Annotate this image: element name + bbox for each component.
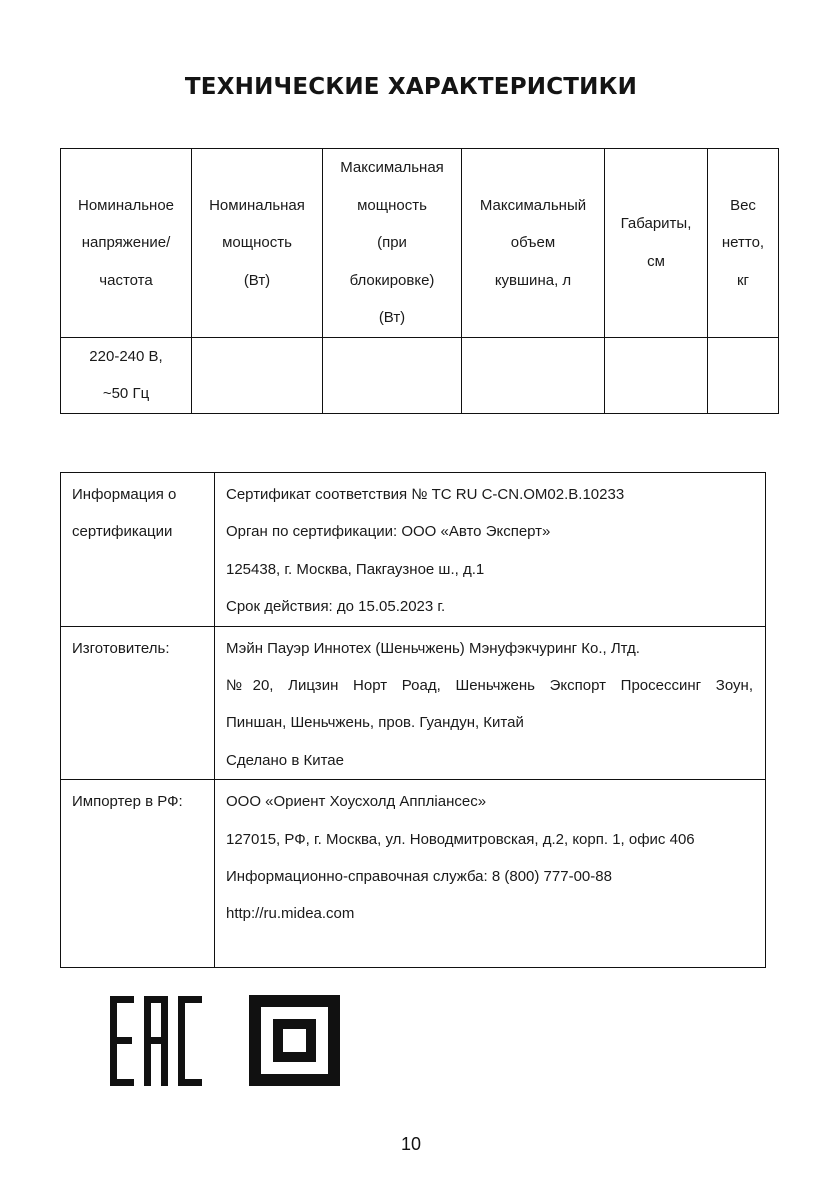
spec-header-jug-volume: Максимальный объем кувшина, л [462,149,605,338]
spec-value-power [192,337,323,413]
manufacturer-address-line1: №20, Лицзин Норт Роад, Шеньчжень Экспорт Просессинг Зоун, [226,677,753,695]
page-title: ТЕХНИЧЕСКИЕ ХАРАКТЕРИСТИКИ [184,74,638,100]
info-label-importer: Импортер в РФ: [61,780,215,968]
spec-header-max-power: Максимальная мощность (при блокировке) (Вт) [323,149,462,338]
certification-body-address: 125438, г. Москва, Пакгаузное ш., д.1 [226,560,485,578]
spec-header-voltage: Номинальное напряжение/ частота [61,149,192,338]
manufacturer-address-line2: Пиншан, Шеньчжень, пров. Гуандун, Китай [226,714,524,732]
spec-value-row [61,337,779,413]
spec-header-row [61,149,779,338]
info-content-manufacturer [215,626,766,780]
manufacturer-name: Мэйн Пауэр Иннотех (Шеньчжень) Мэнуфэкчуринг Ко., Лтд. [226,639,640,657]
spec-value-dimensions [605,337,708,413]
info-row-manufacturer [61,626,766,780]
info-label-certification: Информация о сертификации [61,473,215,627]
eac-mark-icon [110,996,202,1086]
page-number: 10 [400,1134,422,1154]
info-content-certification [215,473,766,627]
spec-header-dimensions: Габариты, см [605,149,708,338]
double-square-icon [249,995,340,1086]
info-label-manufacturer: Изготовитель: [61,626,215,780]
info-row-certification [61,473,766,627]
spec-header-weight: Вес нетто, кг [708,149,779,338]
spec-table [60,148,779,414]
importer-address: 127015, РФ, г. Москва, ул. Новодмитровская, д.2, корп. 1, офис 406 [226,830,695,848]
importer-name: ООО «Ориент Хоусхолд Аппліансес» [226,793,487,811]
made-in: Сделано в Китае [226,751,344,769]
spec-value-jug-volume [462,337,605,413]
website-link[interactable]: http://ru.midea.com [226,905,355,923]
certification-body: Орган по сертификации: ООО «Авто Эксперт» [226,523,551,541]
info-table [60,472,766,968]
support-phone: Информационно-справочная служба: 8 (800) 777-00-88 [226,868,612,886]
spec-header-power: Номинальная мощность (Вт) [192,149,323,338]
spec-value-max-power [323,337,462,413]
spec-value-weight [708,337,779,413]
info-content-importer [215,780,766,968]
certificate-number: Сертификат соответствия № ТС RU C-CN.ОМ02.В.10233 [226,486,625,503]
spec-value-voltage: 220-240 В, ~50 Гц [61,337,192,413]
info-row-importer [61,780,766,968]
certificate-validity: Срок действия: до 15.05.2023 г. [226,598,446,616]
